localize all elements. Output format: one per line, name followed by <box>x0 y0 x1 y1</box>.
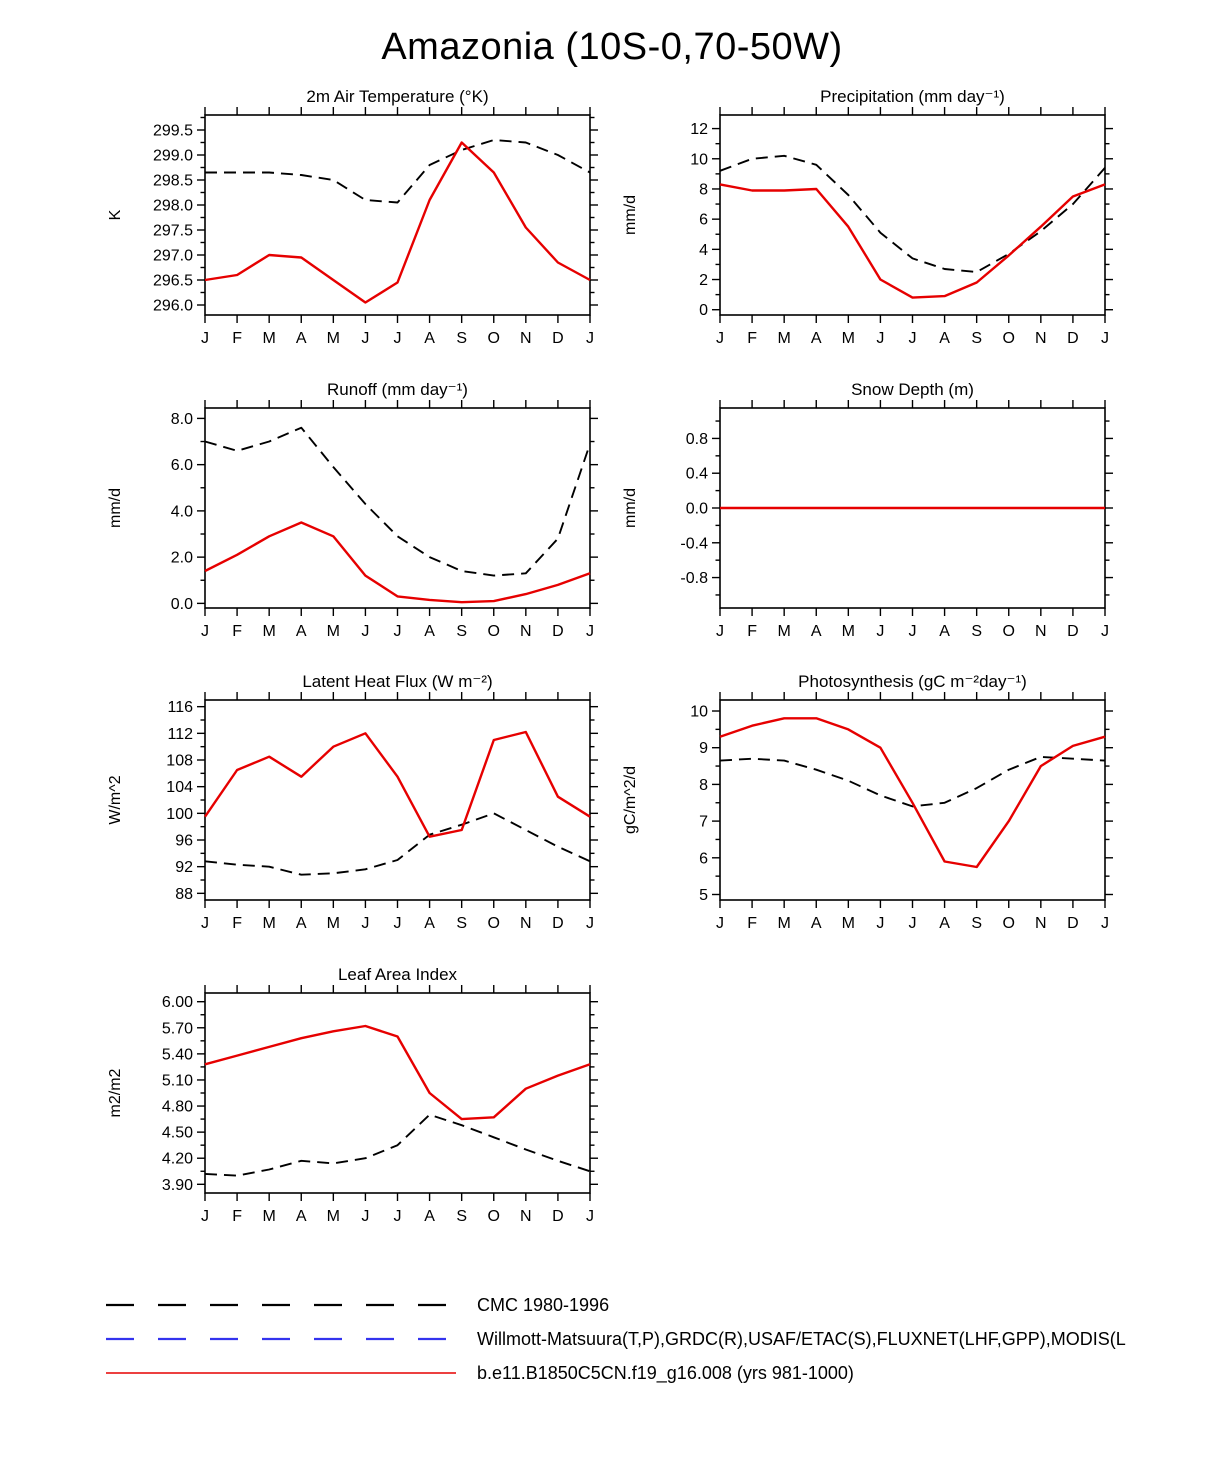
axis-ticks <box>197 985 598 1201</box>
y-tick-label: 9 <box>699 740 708 758</box>
y-tick-label: 5.70 <box>161 1020 193 1038</box>
x-tick-label: J <box>361 1208 370 1225</box>
x-tick-label: J <box>876 330 885 347</box>
series-model-line <box>720 184 1105 297</box>
y-tick-label: 4 <box>699 241 708 259</box>
x-tick-label: J <box>361 623 370 640</box>
plot-frame <box>205 993 590 1193</box>
y-tick-label: 3.90 <box>161 1176 193 1194</box>
x-tick-label: F <box>232 623 242 640</box>
series-model-line <box>205 1026 590 1119</box>
x-tick-label: J <box>908 623 917 640</box>
x-tick-label: F <box>747 623 757 640</box>
x-tick-label: A <box>810 915 822 932</box>
y-tick-label: 296.0 <box>152 297 193 315</box>
y-tick-label: 4.80 <box>161 1098 193 1116</box>
plot-frame <box>720 700 1105 900</box>
x-tick-label: M <box>262 1208 276 1225</box>
y-tick-label: 298.5 <box>152 172 193 190</box>
chart-svg-runoff <box>0 376 612 661</box>
page-title: Amazonia (10S-0,70-50W) <box>381 26 843 68</box>
x-tick-label: D <box>1067 330 1079 347</box>
chart-photosynthesis <box>612 668 1224 953</box>
chart-leaf-area-index <box>0 961 612 1246</box>
y-tick-label: 8.0 <box>170 410 193 428</box>
x-tick-label: A <box>939 330 950 347</box>
y-tick-label: 5.40 <box>161 1046 193 1064</box>
y-tick-label: -0.4 <box>680 535 708 553</box>
chart-title: Runoff (mm day⁻¹) <box>327 380 468 399</box>
x-tick-label: A <box>295 915 307 932</box>
x-tick-label: J <box>393 1208 402 1225</box>
x-tick-label: N <box>520 915 532 932</box>
y-tick-label: 0.4 <box>685 465 708 483</box>
y-tick-label: 297.0 <box>152 247 193 265</box>
x-tick-label: O <box>487 915 500 932</box>
x-tick-label: J <box>586 330 594 347</box>
x-tick-label: A <box>295 1208 307 1225</box>
series-obs-line <box>720 156 1105 272</box>
x-tick-label: A <box>939 915 950 932</box>
model-solid-line-sample <box>105 1368 457 1378</box>
y-tick-label: 116 <box>167 699 193 717</box>
x-tick-label: M <box>777 330 791 347</box>
x-tick-label: A <box>810 623 822 640</box>
x-tick-label: A <box>295 623 307 640</box>
legend-item-obs <box>105 1322 1224 1356</box>
y-axis-label: mm/d <box>622 195 639 235</box>
x-tick-label: J <box>716 623 724 640</box>
chart-air-temperature <box>0 83 612 368</box>
y-tick-label: -0.8 <box>680 570 708 588</box>
chart-title: Snow Depth (m) <box>851 380 974 399</box>
y-tick-label: 12 <box>690 121 708 139</box>
chart-title: Leaf Area Index <box>337 965 458 984</box>
chart-title: Precipitation (mm day⁻¹) <box>820 87 1005 106</box>
y-tick-label: 6 <box>699 850 708 868</box>
y-tick-label: 4.0 <box>170 503 193 521</box>
x-tick-label: J <box>716 330 724 347</box>
y-tick-label: 92 <box>175 859 193 877</box>
legend-label-cmc: CMC 1980-1996 <box>477 1294 610 1315</box>
series-obs-line <box>205 140 590 203</box>
x-tick-label: S <box>456 330 468 347</box>
x-tick-label: J <box>908 330 917 347</box>
x-tick-label: S <box>456 915 468 932</box>
plot-frame <box>205 408 590 608</box>
x-tick-label: N <box>520 1208 532 1225</box>
chart-svg-snow-depth <box>612 376 1224 661</box>
legend-item-model <box>105 1356 1224 1390</box>
series-model-line <box>205 732 590 837</box>
plot-frame <box>205 700 590 900</box>
x-tick-label: S <box>456 1208 468 1225</box>
x-tick-label: D <box>552 623 564 640</box>
chart-svg-air-temperature <box>0 83 612 368</box>
chart-title: Latent Heat Flux (W m⁻²) <box>302 672 493 691</box>
x-tick-label: M <box>262 330 276 347</box>
x-tick-label: A <box>295 330 307 347</box>
y-tick-label: 0.0 <box>685 500 708 518</box>
x-tick-label: S <box>971 330 983 347</box>
x-tick-label: N <box>520 330 532 347</box>
x-tick-label: S <box>971 915 983 932</box>
y-tick-label: 7 <box>699 813 708 831</box>
x-tick-label: O <box>1002 915 1015 932</box>
x-tick-label: S <box>971 623 983 640</box>
legend-item-cmc <box>105 1288 1224 1322</box>
x-tick-label: D <box>552 915 564 932</box>
y-tick-label: 8 <box>699 776 708 794</box>
x-tick-label: J <box>1101 915 1109 932</box>
chart-runoff <box>0 376 612 661</box>
series-model-line <box>720 718 1105 867</box>
legend-label-obs: Willmott-Matsuura(T,P),GRDC(R),USAF/ETAC(S),FLUXNET(LHF,GPP),MODIS(L <box>477 1328 1126 1349</box>
y-axis-label: m2/m2 <box>107 1068 124 1118</box>
y-tick-label: 298.0 <box>152 197 193 215</box>
x-tick-label: M <box>262 623 276 640</box>
x-tick-label: J <box>201 1208 209 1225</box>
y-tick-label: 4.20 <box>161 1150 193 1168</box>
x-tick-label: O <box>487 623 500 640</box>
x-tick-label: J <box>361 330 370 347</box>
legend <box>105 1288 1224 1390</box>
y-tick-label: 2.0 <box>170 549 193 567</box>
x-tick-label: J <box>393 915 402 932</box>
x-tick-label: S <box>456 623 468 640</box>
y-tick-label: 2 <box>699 272 708 290</box>
x-tick-label: F <box>747 330 757 347</box>
plot-frame <box>205 115 590 315</box>
x-tick-label: A <box>424 915 435 932</box>
x-tick-label: J <box>393 330 402 347</box>
x-tick-label: F <box>232 915 242 932</box>
y-tick-label: 100 <box>166 805 193 823</box>
y-tick-label: 5 <box>699 886 708 904</box>
y-tick-label: 108 <box>166 752 193 770</box>
x-tick-label: M <box>326 330 340 347</box>
y-axis-label: K <box>107 209 124 221</box>
x-tick-label: A <box>810 330 822 347</box>
x-tick-label: J <box>586 915 594 932</box>
y-tick-label: 6.00 <box>161 994 193 1012</box>
x-tick-label: F <box>232 330 242 347</box>
chart-title: Photosynthesis (gC m⁻²day⁻¹) <box>798 672 1027 691</box>
y-tick-label: 88 <box>175 885 193 903</box>
x-tick-label: M <box>326 915 340 932</box>
series-obs-line <box>205 428 590 576</box>
y-axis-label: gC/m^2/d <box>622 766 639 834</box>
x-tick-label: M <box>841 330 855 347</box>
chart-svg-latent-heat-flux <box>0 668 612 953</box>
x-tick-label: D <box>552 330 564 347</box>
x-tick-label: J <box>586 623 594 640</box>
y-tick-label: 0.0 <box>170 595 193 613</box>
y-tick-label: 8 <box>699 181 708 199</box>
cmc-dashed-line-sample <box>105 1300 457 1310</box>
x-tick-label: J <box>1101 330 1109 347</box>
x-tick-label: J <box>908 915 917 932</box>
x-tick-label: J <box>876 623 885 640</box>
y-tick-label: 96 <box>175 832 193 850</box>
y-tick-label: 6 <box>699 211 708 229</box>
chart-title: 2m Air Temperature (°K) <box>306 87 489 106</box>
y-axis-label: mm/d <box>107 488 124 528</box>
axis-ticks <box>712 692 1113 908</box>
x-tick-label: J <box>201 623 209 640</box>
x-tick-label: M <box>326 1208 340 1225</box>
y-tick-label: 0.8 <box>685 430 708 448</box>
axis-ticks <box>197 692 598 908</box>
x-tick-label: M <box>777 915 791 932</box>
x-tick-label: O <box>487 330 500 347</box>
y-axis-label: W/m^2 <box>107 775 124 825</box>
y-axis-label: mm/d <box>622 488 639 528</box>
x-tick-label: A <box>939 623 950 640</box>
x-tick-label: N <box>1035 330 1047 347</box>
x-tick-label: M <box>841 623 855 640</box>
x-tick-label: O <box>1002 623 1015 640</box>
y-tick-label: 10 <box>690 151 708 169</box>
chart-precipitation <box>612 83 1224 368</box>
x-tick-label: N <box>1035 623 1047 640</box>
x-tick-label: J <box>716 915 724 932</box>
y-tick-label: 299.0 <box>152 147 193 165</box>
y-tick-label: 297.5 <box>152 222 193 240</box>
x-tick-label: J <box>876 915 885 932</box>
chart-svg-photosynthesis <box>612 668 1224 953</box>
x-tick-label: F <box>232 1208 242 1225</box>
series-obs-line <box>720 757 1105 807</box>
series-obs-line <box>205 813 590 874</box>
x-tick-label: J <box>201 915 209 932</box>
x-tick-label: M <box>841 915 855 932</box>
series-model-line <box>205 523 590 603</box>
x-tick-label: M <box>326 623 340 640</box>
x-tick-label: J <box>1101 623 1109 640</box>
y-tick-label: 5.10 <box>161 1072 193 1090</box>
x-tick-label: J <box>393 623 402 640</box>
x-tick-label: N <box>520 623 532 640</box>
x-tick-label: J <box>201 330 209 347</box>
x-tick-label: O <box>1002 330 1015 347</box>
y-tick-label: 299.5 <box>152 122 193 140</box>
x-tick-label: O <box>487 1208 500 1225</box>
legend-label-model: b.e11.B1850C5CN.f19_g16.008 (yrs 981-1000) <box>477 1362 854 1383</box>
axis-ticks <box>197 400 598 616</box>
x-tick-label: D <box>552 1208 564 1225</box>
x-tick-label: N <box>1035 915 1047 932</box>
y-tick-label: 104 <box>166 779 193 797</box>
y-tick-label: 6.0 <box>170 457 193 475</box>
x-tick-label: A <box>424 330 435 347</box>
y-tick-label: 10 <box>690 703 708 721</box>
chart-snow-depth <box>612 376 1224 661</box>
plot-frame <box>720 115 1105 315</box>
obs-dashed-line-sample <box>105 1334 457 1344</box>
x-tick-label: D <box>1067 623 1079 640</box>
x-tick-label: A <box>424 1208 435 1225</box>
y-tick-label: 112 <box>167 725 193 743</box>
x-tick-label: J <box>586 1208 594 1225</box>
chart-latent-heat-flux <box>0 668 612 953</box>
x-tick-label: J <box>361 915 370 932</box>
x-tick-label: F <box>747 915 757 932</box>
x-tick-label: M <box>777 623 791 640</box>
y-tick-label: 296.5 <box>152 272 193 290</box>
chart-svg-leaf-area-index <box>0 961 612 1246</box>
x-tick-label: D <box>1067 915 1079 932</box>
axis-ticks <box>197 107 598 323</box>
y-tick-label: 4.50 <box>161 1124 193 1142</box>
chart-svg-precipitation <box>612 83 1224 368</box>
x-tick-label: A <box>424 623 435 640</box>
x-tick-label: M <box>262 915 276 932</box>
series-model-line <box>205 143 590 303</box>
series-obs-line <box>205 1115 590 1176</box>
y-tick-label: 0 <box>699 302 708 320</box>
